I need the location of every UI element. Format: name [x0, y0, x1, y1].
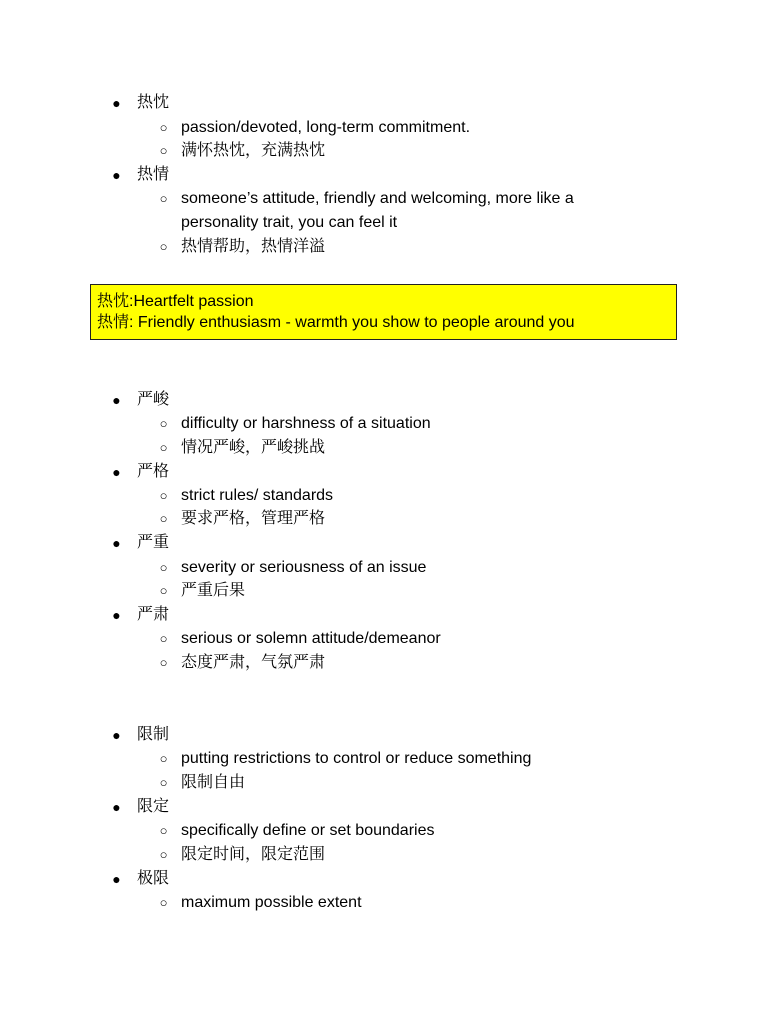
definition-text: strict rules/ standards	[181, 487, 334, 504]
hollow-bullet-icon: ○	[159, 488, 168, 503]
definition-text: specifically define or set boundaries	[181, 822, 435, 839]
hollow-bullet-icon: ○	[159, 511, 168, 526]
example-text: 严重后果	[181, 582, 246, 599]
definition-text: serious or solemn attitude/demeanor	[181, 630, 441, 647]
definition-text: difficulty or harshness of a situation	[181, 415, 431, 432]
definition-text: passion/devoted, long-term commitment.	[181, 119, 471, 136]
hollow-bullet-icon: ○	[159, 823, 168, 838]
hollow-bullet-icon: ○	[159, 895, 168, 910]
hollow-bullet-icon: ○	[159, 583, 168, 598]
filled-bullet-icon: ●	[112, 799, 121, 815]
summary-line-1: 热忱:Heartfelt passion	[97, 293, 254, 310]
example-text: 满怀热忱，充满热忱	[181, 142, 326, 159]
filled-bullet-icon: ●	[112, 727, 121, 743]
example-text: 限定时间，限定范围	[181, 846, 326, 863]
term-label: 热忱	[137, 94, 170, 111]
filled-bullet-icon: ●	[112, 464, 121, 480]
hollow-bullet-icon: ○	[159, 440, 168, 455]
term-label: 热情	[137, 166, 170, 183]
term-label: 严重	[137, 534, 170, 551]
example-text: 要求严格，管理严格	[181, 510, 326, 527]
hollow-bullet-icon: ○	[159, 775, 168, 790]
hollow-bullet-icon: ○	[159, 655, 168, 670]
hollow-bullet-icon: ○	[159, 751, 168, 766]
example-text: 限制自由	[181, 774, 246, 791]
definition-text: putting restrictions to control or reduce something	[181, 750, 532, 767]
hollow-bullet-icon: ○	[159, 631, 168, 646]
definition-text: personality trait, you can feel it	[181, 214, 398, 231]
definition-text: maximum possible extent	[181, 894, 362, 911]
filled-bullet-icon: ●	[112, 392, 121, 408]
filled-bullet-icon: ●	[112, 167, 121, 183]
term-label: 严格	[137, 463, 170, 480]
term-label: 限制	[137, 726, 170, 743]
hollow-bullet-icon: ○	[159, 239, 168, 254]
hollow-bullet-icon: ○	[159, 560, 168, 575]
definition-text: severity or seriousness of an issue	[181, 559, 427, 576]
example-text: 情况严峻，严峻挑战	[181, 439, 326, 456]
filled-bullet-icon: ●	[112, 871, 121, 887]
term-label: 限定	[137, 798, 170, 815]
hollow-bullet-icon: ○	[159, 847, 168, 862]
filled-bullet-icon: ●	[112, 607, 121, 623]
filled-bullet-icon: ●	[112, 95, 121, 111]
hollow-bullet-icon: ○	[159, 120, 168, 135]
term-label: 极限	[137, 870, 170, 887]
filled-bullet-icon: ●	[112, 535, 121, 551]
term-label: 严峻	[137, 391, 170, 408]
example-text: 热情帮助，热情洋溢	[181, 238, 326, 255]
example-text: 态度严肃，气氛严肃	[181, 654, 326, 671]
term-label: 严肃	[137, 606, 170, 623]
summary-highlight-box	[90, 284, 677, 340]
hollow-bullet-icon: ○	[159, 191, 168, 206]
definition-text: someone’s attitude, friendly and welcoming, more like a	[181, 190, 574, 207]
hollow-bullet-icon: ○	[159, 143, 168, 158]
summary-line-2: 热情: Friendly enthusiasm - warmth you show to people around you	[97, 314, 575, 331]
hollow-bullet-icon: ○	[159, 416, 168, 431]
